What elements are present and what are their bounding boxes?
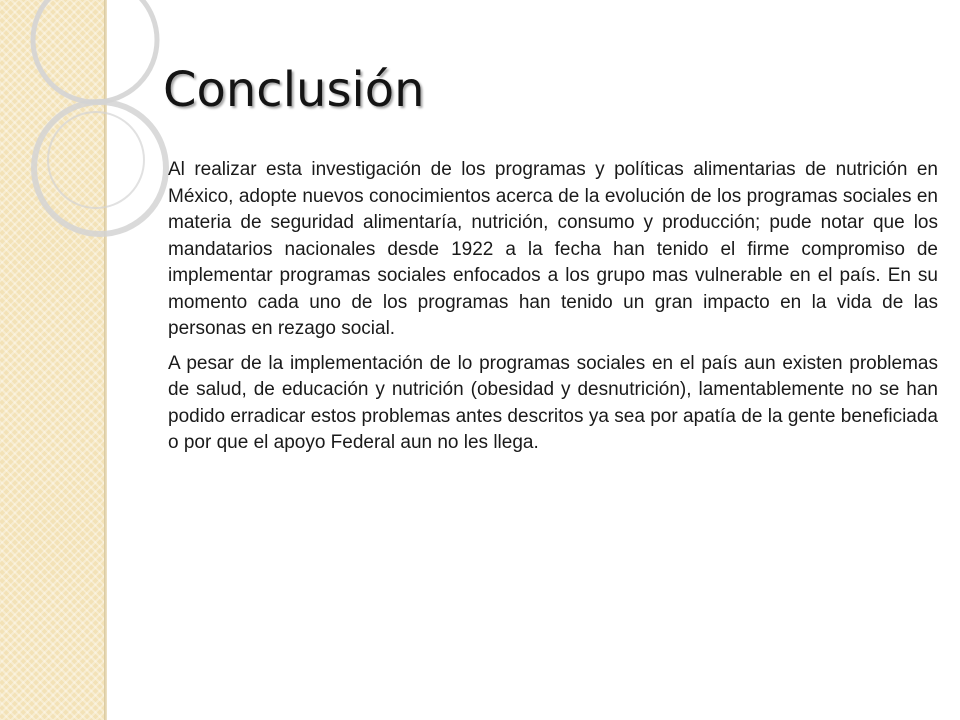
ring-small bbox=[48, 112, 144, 208]
ring-large bbox=[33, 0, 157, 102]
paragraph-2: A pesar de la implementación de lo programas sociales en el país aun existen problemas de salud, de educación y nutrición (obesidad y desnutrición), lamentablemente no se han podido erradicar estos problemas antes descritos ya sea por apatía de la gente beneficiada o por que el apoyo Federal aun no les llega. bbox=[168, 352, 938, 453]
body-text bbox=[168, 157, 938, 465]
paragraph-1: Al realizar esta investigación de los programas y políticas alimentarias de nutrición en México, adopte nuevos conocimientos acerca de la evolución de los programas sociales en materia de seguridad alimentaría, nutrición, consumo y producción; pude notar que los mandatarios nacionales desde 1922 a la fecha han tenido el firme compromiso de implementar programas sociales enfocados a los grupo mas vulnerable en el país. En su momento cada uno de los programas han tenido un gran impacto en la vida de las personas en rezago social. bbox=[168, 159, 938, 339]
slide-title: Conclusión bbox=[163, 62, 425, 118]
ring-medium bbox=[34, 102, 166, 234]
